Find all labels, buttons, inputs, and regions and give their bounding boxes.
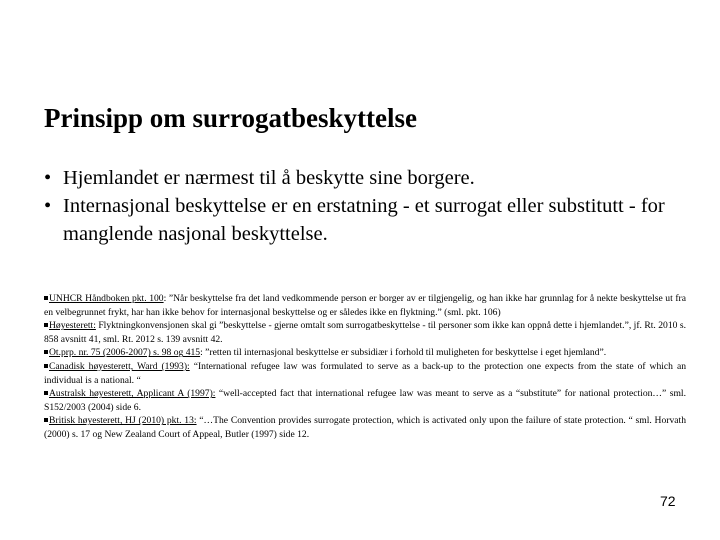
reference-notes bbox=[44, 292, 686, 442]
bullet-text: Hjemlandet er nærmest til å beskytte sine borgere. bbox=[63, 167, 475, 189]
note-item bbox=[44, 292, 686, 319]
note-reference: Britisk høyesterett, HJ (2010) pkt. 13: bbox=[49, 415, 197, 427]
bullet-marker: • bbox=[44, 167, 52, 189]
note-item bbox=[44, 414, 686, 441]
square-bullet-icon bbox=[44, 296, 48, 300]
square-bullet-icon bbox=[44, 364, 48, 368]
note-text: “…The Convention provides surrogate protection, which is activated only upon the failure of state protection. “ sml. Horvath (2000) s. 17 og New Zealand Court of Appeal, Butler (1997) side 12. bbox=[44, 415, 686, 440]
note-reference: Australsk høyesterett, Applicant A (1997): bbox=[49, 388, 216, 400]
note-reference: Ot.prp. nr. 75 (2006-2007) s. 98 og 415 bbox=[49, 347, 201, 359]
bullet-list bbox=[44, 164, 684, 248]
bullet-item bbox=[44, 164, 684, 192]
bullet-marker: • bbox=[44, 195, 52, 217]
note-text: “well-accepted fact that international refugee law was meant to serve as a “substitute” for national protection…” sml. S152/2003 (2004) side 6. bbox=[44, 388, 686, 413]
note-text: Flyktningkonvensjonen skal gi ”beskyttelse - gjerne omtalt som surrogatbeskyttelse - til personer som ikke kan oppnå dette i hjemlandet.”, jf. Rt. 2010 s. 858 avsnitt 41, sml. Rt. 2012 s. 139 avsnitt 42. bbox=[44, 320, 686, 345]
note-item bbox=[44, 387, 686, 414]
square-bullet-icon bbox=[44, 418, 48, 422]
note-reference: Høyesterett: bbox=[49, 320, 96, 332]
slide-title: Prinsipp om surrogatbeskyttelse bbox=[44, 103, 418, 133]
note-reference: UNHCR Håndboken pkt. 100 bbox=[49, 293, 164, 304]
square-bullet-icon bbox=[44, 391, 48, 395]
square-bullet-icon bbox=[44, 323, 48, 327]
note-text: “International refugee law was formulated to serve as a back-up to the protection one expects from the state of which an individual is a national. “ bbox=[44, 360, 686, 386]
note-text: : ”Når beskyttelse fra det land vedkommende person er borger av er tilgjengelig, og han ikke har grunnlag for å nekte beskyttelse ut fra en velbegrunnet frykt, har han ikke behov for internasjonal beskyttelse og er således ikke en flyktning.” (sml. pkt. 106) bbox=[44, 293, 686, 318]
page-number: 72 bbox=[660, 493, 676, 509]
note-text: : ”retten til internasjonal beskyttelse er subsidiær i forhold til muligheten for beskyttelse i eget hjemland”. bbox=[200, 347, 607, 359]
note-item bbox=[44, 319, 686, 346]
note-item bbox=[44, 360, 686, 387]
bullet-item bbox=[44, 192, 684, 248]
bullet-text: Internasjonal beskyttelse er en erstatning - et surrogat eller substitutt - for manglende nasjonal beskyttelse. bbox=[63, 195, 665, 245]
note-reference: Canadisk høyesterett, Ward (1993): bbox=[49, 360, 190, 372]
note-item bbox=[44, 346, 686, 360]
square-bullet-icon bbox=[44, 350, 48, 354]
